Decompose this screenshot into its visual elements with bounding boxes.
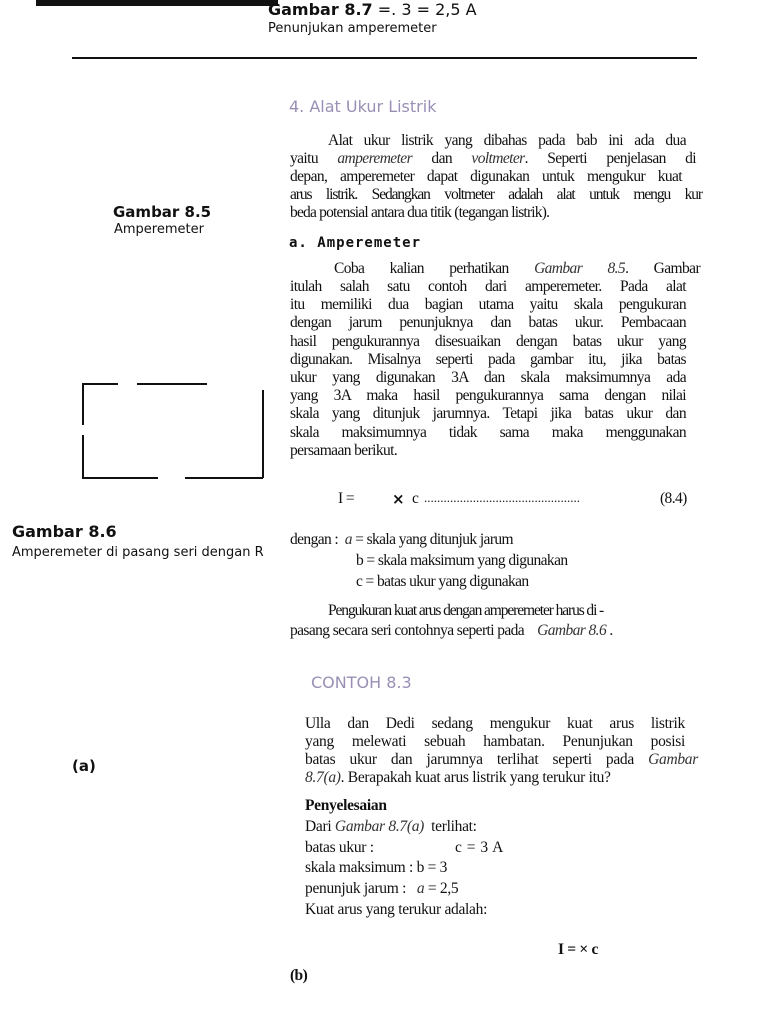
paragraph-line: persamaan berikut. — [290, 441, 398, 459]
paragraph-line: ukur yang digunakan 3A dan skala maksimumnya ada — [290, 369, 686, 386]
section-heading: 4. Alat Ukur Listrik — [289, 97, 437, 116]
divider — [72, 57, 697, 59]
fig87-caption-title: Gambar 8.7 =. 3 = 2,5 A — [268, 0, 477, 19]
fig86-title: Gambar 8.6 — [12, 522, 117, 541]
label-b: (b) — [290, 967, 308, 984]
paragraph-line: yang 3A maka hasil pengukurannya sama dengan nilai — [290, 387, 686, 405]
paragraph-line: hasil pengukurannya disesuaikan dengan batas ukur yang — [290, 332, 686, 350]
fig86-caption: Amperemeter di pasang seri dengan R — [12, 545, 264, 560]
paragraph-line: digunakan. Misalnya seperti pada gambar itu, jika batas — [290, 350, 686, 368]
fig85-caption: Amperemeter — [114, 222, 204, 237]
paragraph-line: dengan jarum penunjuknya dan batas ukur. Pembacaan — [290, 314, 686, 332]
sub-heading: a. Amperemeter — [289, 235, 422, 251]
paragraph-line: skala maksimumnya tidak sama maka menggunakan — [290, 423, 686, 441]
paragraph-line: itu memiliki dua bagian utama yaitu skala pengukuran — [290, 296, 686, 314]
black-bar — [36, 0, 278, 6]
paragraph-line: skala yang ditunjuk jarumnya. Tetapi jika batas ukur dan — [290, 405, 686, 423]
paragraph-line: itulah salah satu contoh dari amperemeter. Pada alat — [290, 278, 686, 295]
fig85-title: Gambar 8.5 — [113, 203, 212, 221]
fig87-caption-subtitle: Penunjukan amperemeter — [268, 21, 437, 36]
label-a: (a) — [72, 757, 96, 775]
example-heading: CONTOH 8.3 — [311, 673, 412, 692]
